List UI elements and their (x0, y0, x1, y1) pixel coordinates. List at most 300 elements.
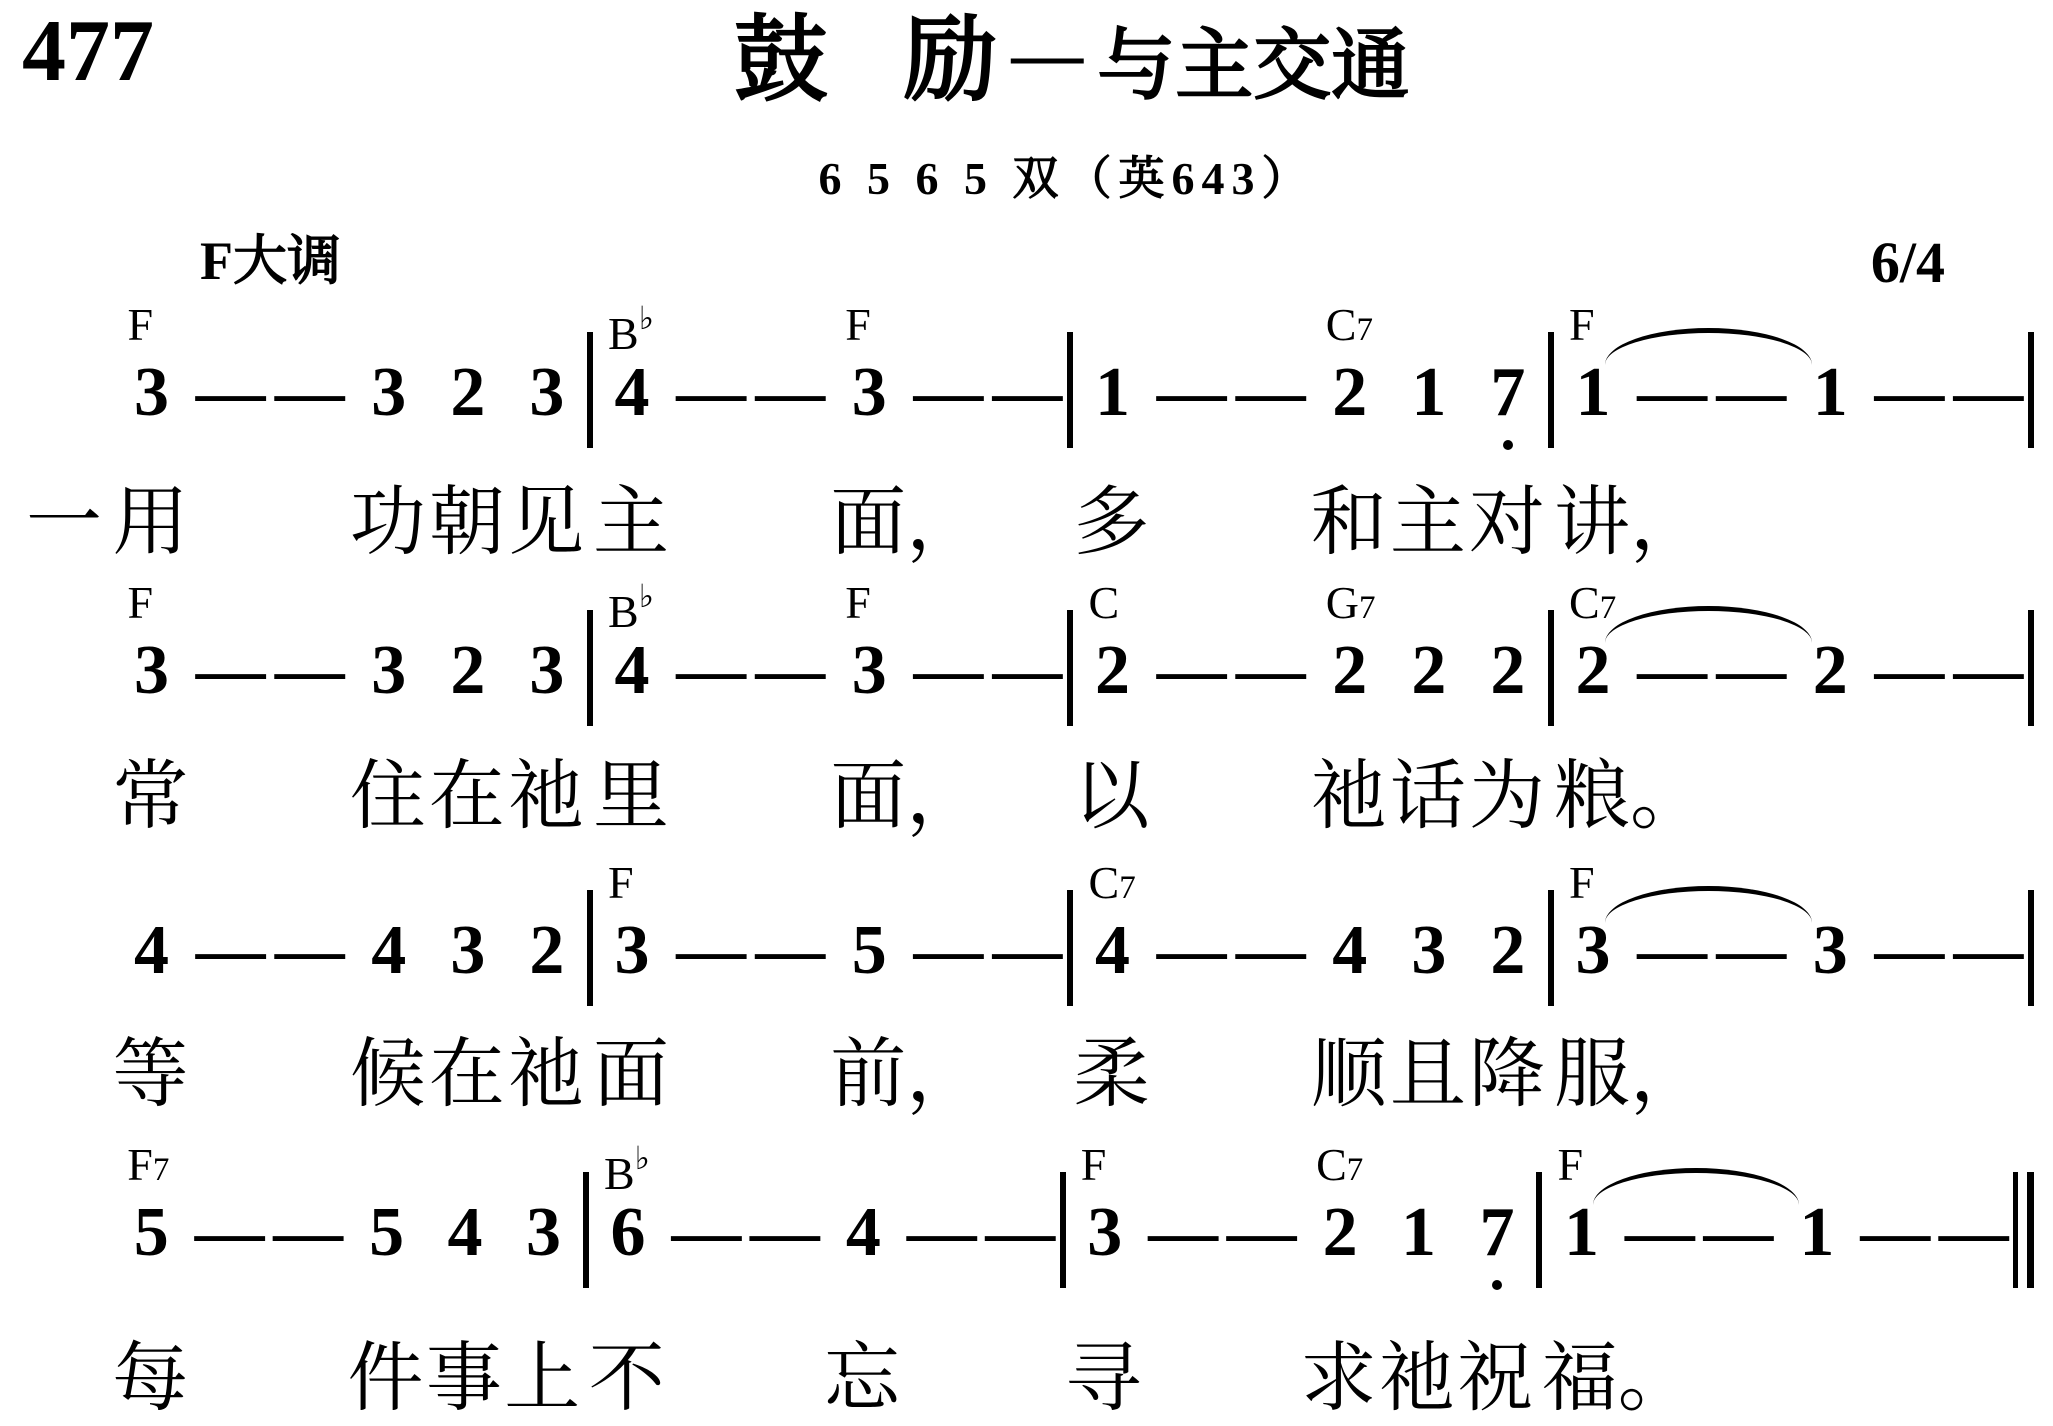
beats (1073, 632, 1548, 709)
measure (1542, 1139, 2013, 1271)
chord-char: C (1569, 577, 1600, 628)
lyric-syllable: 每 (112, 1337, 189, 1421)
chord-char: 7 (1356, 312, 1373, 348)
note-digit: 2 (1322, 1194, 1358, 1271)
dash (909, 912, 988, 989)
note (349, 354, 428, 431)
dash-glyph: — (273, 1194, 344, 1271)
chord-char: F (1569, 299, 1595, 350)
note-digit: 3 (450, 912, 486, 989)
chord-label (1325, 299, 1373, 350)
measure (1554, 577, 2029, 709)
chord-label (845, 299, 871, 350)
lyric-syllable: 讲， (1554, 481, 1707, 565)
note-digit: 2 (1575, 632, 1611, 709)
note (1468, 354, 1547, 431)
beats (1073, 912, 1548, 989)
chord-label (1088, 577, 1120, 628)
dash (270, 912, 349, 989)
chord-char: F (608, 857, 634, 908)
note-digit: 5 (369, 1194, 405, 1271)
dash-glyph: — (676, 912, 747, 989)
verse-number: 一 (26, 481, 102, 565)
chord-label (1080, 1139, 1107, 1190)
beats (1554, 632, 2029, 709)
note (1554, 912, 1633, 989)
dash (191, 632, 270, 709)
dash (751, 912, 830, 989)
dash-glyph: — (1716, 912, 1787, 989)
dash (269, 1194, 347, 1271)
note-digit: 1 (1799, 1194, 1835, 1271)
note-digit: 3 (525, 1194, 561, 1271)
dash-glyph: — (274, 912, 345, 989)
beats (1554, 354, 2029, 431)
lyric-syllable: 祂 (1378, 1337, 1455, 1421)
note-digit: 3 (614, 912, 650, 989)
note (593, 912, 672, 989)
note (593, 632, 672, 709)
dash-glyph: — (1703, 1194, 1774, 1271)
lyric-syllable: 件 (347, 1337, 424, 1421)
measure (593, 577, 1068, 709)
title-subtitle: 与主交通 (1097, 22, 1410, 109)
note (428, 912, 507, 989)
chord-char: 7 (1359, 590, 1376, 626)
lyric-syllable: 等 (112, 1033, 189, 1117)
note (1389, 912, 1468, 989)
dash (1949, 632, 2028, 709)
time-signature: 6/4 (1870, 230, 1945, 295)
note (428, 354, 507, 431)
chord-char: C (1088, 577, 1120, 628)
chord-label (127, 1139, 170, 1190)
note-digit: 3 (1411, 912, 1447, 989)
dash-glyph: — (1156, 354, 1227, 431)
dash-glyph: — (195, 354, 266, 431)
note (504, 1194, 582, 1271)
dash-glyph: — (913, 354, 984, 431)
beats (1073, 354, 1548, 431)
dash (1870, 912, 1949, 989)
note (1379, 1194, 1457, 1271)
chord-label (845, 577, 871, 628)
chord-label (608, 857, 634, 908)
note (1310, 632, 1389, 709)
chord-char: B (608, 308, 639, 359)
lyric-syllable: 对 (1468, 481, 1545, 565)
note-digit: 4 (614, 632, 650, 709)
dash (746, 1194, 824, 1271)
dash (751, 354, 830, 431)
lyric-syllable: 降 (1468, 1033, 1545, 1117)
chord-char: B (603, 1148, 635, 1199)
flat-icon: ♭ (638, 300, 654, 336)
dash-glyph: — (274, 632, 345, 709)
note (1073, 632, 1152, 709)
lyric-syllable: 忘 (823, 1337, 900, 1421)
note (589, 1194, 667, 1271)
dash-glyph: — (1874, 354, 1945, 431)
dash-glyph: — (913, 632, 984, 709)
note (1542, 1194, 1620, 1271)
dash-glyph: — (1637, 354, 1708, 431)
chord-label (1557, 1139, 1584, 1190)
beats (1542, 1194, 2013, 1271)
beats (112, 1194, 583, 1271)
note (1554, 354, 1633, 431)
dash (672, 354, 751, 431)
dash-glyph: — (1953, 912, 2024, 989)
note-digit: 3 (851, 354, 887, 431)
end-barline (2028, 890, 2034, 1006)
dash (1949, 354, 2028, 431)
dash-glyph: — (1716, 354, 1787, 431)
lyric-syllable: 柔 (1073, 1033, 1150, 1117)
note-digit: 1 (1095, 354, 1131, 431)
dash (909, 632, 988, 709)
lyric-syllable: 事 (425, 1337, 502, 1421)
lyric-syllable: 朝 (428, 481, 505, 565)
note (1458, 1194, 1536, 1271)
note (1310, 354, 1389, 431)
note-digit: 1 (1812, 354, 1848, 431)
measure (1073, 857, 1548, 989)
dash (191, 354, 270, 431)
note (349, 912, 428, 989)
note (824, 1194, 902, 1271)
dash-glyph: — (1637, 912, 1708, 989)
music-line-2 (112, 577, 2034, 709)
dash-glyph: — (755, 632, 826, 709)
measure (112, 1139, 583, 1271)
chord-char: F (127, 577, 154, 628)
dash (1935, 1194, 2013, 1271)
dash-glyph: — (1953, 354, 2024, 431)
dash (988, 354, 1067, 431)
dash (1231, 912, 1310, 989)
hymn-number: 477 (22, 3, 154, 100)
dash (1712, 354, 1791, 431)
lyric-syllable: 为 (1468, 755, 1545, 839)
dash-glyph: — (755, 354, 826, 431)
chord-char: F (1557, 1139, 1584, 1190)
note-digit: 4 (447, 1194, 483, 1271)
lyric-line-1 (0, 480, 2053, 576)
dash (191, 912, 270, 989)
chord-label (1316, 1139, 1364, 1190)
beats (593, 354, 1068, 431)
beats (593, 912, 1068, 989)
note (507, 632, 586, 709)
note-digit: 2 (1411, 632, 1447, 709)
note-digit: 3 (371, 354, 407, 431)
note-digit: 7 (1490, 358, 1525, 428)
note (112, 1194, 190, 1271)
note-digit: 2 (1490, 912, 1526, 989)
dash-glyph: — (195, 912, 266, 989)
lyric-syllable: 主 (593, 481, 670, 565)
beats (1554, 912, 2029, 989)
note (426, 1194, 504, 1271)
lyric-syllable: 上 (504, 1337, 581, 1421)
lyric-syllable: 主 (1389, 481, 1466, 565)
measure (1073, 577, 1548, 709)
dash-glyph: — (1156, 632, 1227, 709)
dash (751, 632, 830, 709)
final-double-barline (2013, 1140, 2034, 1288)
dash-glyph: — (1874, 632, 1945, 709)
chord-label (608, 302, 654, 357)
dash (672, 632, 751, 709)
dash-glyph: — (985, 1194, 1056, 1271)
chord-label (1569, 299, 1595, 350)
page-title (45, 9, 2053, 113)
note (1310, 912, 1389, 989)
note-digit: 3 (134, 354, 170, 431)
dash-glyph: — (749, 1194, 820, 1271)
note-digit: 2 (1332, 632, 1368, 709)
dash (909, 354, 988, 431)
lyric-syllable: 见 (507, 481, 584, 565)
chord-char: 7 (1346, 1152, 1364, 1188)
dash-glyph: — (1235, 912, 1306, 989)
dash-glyph: — (1156, 912, 1227, 989)
dash (1633, 354, 1712, 431)
dash-glyph: — (195, 632, 266, 709)
measure (112, 577, 587, 709)
dash (1621, 1194, 1699, 1271)
note-digit: 1 (1563, 1194, 1599, 1271)
measure (593, 299, 1068, 431)
note-digit: 4 (1095, 912, 1131, 989)
flat-icon: ♭ (638, 578, 654, 614)
dash-glyph: — (1953, 632, 2024, 709)
lyric-syllable: 祝 (1457, 1337, 1534, 1421)
measure (1073, 299, 1548, 431)
measure (1554, 299, 2029, 431)
beats (589, 1194, 1060, 1271)
note-digit: 3 (529, 632, 565, 709)
flat-icon: ♭ (634, 1140, 650, 1176)
dash (981, 1194, 1059, 1271)
note-digit: 1 (1575, 354, 1611, 431)
meter-line: 6 5 6 5 双（英643） (818, 153, 1315, 204)
measure (1066, 1139, 1537, 1271)
chord-label (127, 577, 154, 628)
dash (1231, 632, 1310, 709)
lyric-syllable: 在 (428, 755, 505, 839)
lyric-syllable: 粮。 (1554, 755, 1707, 839)
lyric-syllable: 住 (349, 755, 426, 839)
note (830, 912, 909, 989)
note-digit: 3 (134, 632, 170, 709)
dash (1856, 1194, 1934, 1271)
chord-char: 7 (1119, 870, 1136, 906)
chord-char: 7 (152, 1152, 170, 1188)
lyric-line-3 (0, 1032, 2053, 1128)
lyric-syllable: 常 (112, 755, 189, 839)
dash (903, 1194, 981, 1271)
chord-char: C (1316, 1139, 1347, 1190)
note (507, 912, 586, 989)
note-digit: 7 (1479, 1198, 1514, 1268)
chord-char: F (1569, 857, 1595, 908)
note (349, 632, 428, 709)
music-line-4 (112, 1139, 2034, 1271)
chord-char: C (1325, 299, 1357, 350)
lyric-syllable: 在 (428, 1033, 505, 1117)
lyric-syllable: 以 (1073, 755, 1150, 839)
chord-label (1088, 857, 1136, 908)
dash (1152, 354, 1231, 431)
note-digit: 4 (1332, 912, 1368, 989)
note (1778, 1194, 1856, 1271)
lyric-syllable: 不 (588, 1337, 665, 1421)
dash-glyph: — (1235, 632, 1306, 709)
note-digit: 5 (851, 912, 887, 989)
lyric-syllable: 候 (349, 1033, 426, 1117)
dash-glyph: — (906, 1194, 977, 1271)
end-barline (2028, 610, 2034, 726)
lyric-syllable: 和 (1310, 481, 1387, 565)
dash (1633, 632, 1712, 709)
dash-glyph: — (913, 912, 984, 989)
note (1468, 912, 1547, 989)
beats (112, 354, 587, 431)
lyric-syllable: 祂 (1310, 755, 1387, 839)
lyric-syllable: 寻 (1065, 1337, 1142, 1421)
dash-glyph: — (274, 354, 345, 431)
lyric-syllable: 面 (593, 1033, 670, 1117)
chord-char: F (1080, 1139, 1107, 1190)
lyric-line-4 (0, 1336, 2053, 1426)
title-dash: — (1011, 14, 1084, 94)
beats (593, 632, 1068, 709)
note-digit: 3 (1812, 912, 1848, 989)
measure (112, 299, 587, 431)
chord-char: C (1088, 857, 1120, 908)
chord-char: F (127, 299, 154, 350)
note-digit: 4 (134, 912, 170, 989)
dash (1633, 912, 1712, 989)
low-octave-dot (1492, 1280, 1502, 1290)
barline (2027, 1172, 2034, 1288)
note (1301, 1194, 1379, 1271)
dash-glyph: — (992, 632, 1063, 709)
measure (112, 858, 587, 989)
chord-label (127, 299, 154, 350)
note-digit: 4 (371, 912, 407, 989)
note-digit: 2 (1332, 354, 1368, 431)
lyric-syllable: 面， (830, 481, 983, 565)
note (507, 354, 586, 431)
note (1791, 912, 1870, 989)
dash-glyph: — (992, 354, 1063, 431)
note-digit: 2 (450, 354, 486, 431)
dash (270, 354, 349, 431)
beats (112, 912, 587, 989)
lyric-syllable: 服， (1554, 1033, 1707, 1117)
dash-glyph: — (1226, 1194, 1297, 1271)
dash (667, 1194, 745, 1271)
chord-label (1325, 577, 1376, 628)
chord-char: F (845, 577, 871, 628)
note-digit: 1 (1411, 354, 1447, 431)
dash (672, 912, 751, 989)
chord-label (1569, 577, 1617, 628)
chord-label (1569, 857, 1595, 908)
note-digit: 4 (845, 1194, 881, 1271)
lyric-syllable: 面， (830, 755, 983, 839)
lyric-syllable: 祂 (507, 1033, 584, 1117)
dash (988, 912, 1067, 989)
note (1389, 632, 1468, 709)
dash-glyph: — (1235, 354, 1306, 431)
title-main: 鼓 励 (733, 9, 998, 113)
chord-char: 7 (1599, 590, 1617, 626)
lyric-line-2 (0, 754, 2053, 850)
barline (2013, 1172, 2018, 1288)
measure (593, 857, 1068, 989)
lyric-syllable: 功 (349, 481, 426, 565)
low-octave-dot (1503, 440, 1513, 450)
end-barline (2028, 332, 2034, 448)
note (593, 354, 672, 431)
note (1389, 354, 1468, 431)
dash (1870, 632, 1949, 709)
music-line-1 (112, 299, 2034, 431)
chord-label (604, 1142, 650, 1197)
key-signature: F大调 (200, 231, 341, 291)
note-digit: 3 (851, 632, 887, 709)
dash-glyph: — (1637, 632, 1708, 709)
lyric-syllable: 前， (830, 1033, 983, 1117)
dash-glyph: — (676, 632, 747, 709)
note (347, 1194, 425, 1271)
lyric-syllable: 求 (1300, 1337, 1377, 1421)
dash (1152, 632, 1231, 709)
beats (1066, 1194, 1537, 1271)
lyric-syllable: 福。 (1541, 1337, 1694, 1421)
dash-glyph: — (992, 912, 1063, 989)
note-digit: 1 (1401, 1194, 1437, 1271)
note (1073, 912, 1152, 989)
chord-char: F (127, 1139, 153, 1190)
chord-char: F (845, 299, 871, 350)
dash-glyph: — (194, 1194, 265, 1271)
lyric-syllable: 用 (112, 481, 189, 565)
note (112, 912, 191, 989)
note-digit: 3 (371, 632, 407, 709)
note (830, 354, 909, 431)
dash-glyph: — (755, 912, 826, 989)
measure (589, 1140, 1060, 1271)
note (112, 632, 191, 709)
dash (1699, 1194, 1777, 1271)
lyric-syllable: 祂 (507, 755, 584, 839)
dash (1712, 912, 1791, 989)
note (1468, 632, 1547, 709)
music-line-3 (112, 857, 2034, 989)
note (1791, 632, 1870, 709)
dash (1222, 1194, 1300, 1271)
dash (1152, 912, 1231, 989)
note (1066, 1194, 1144, 1271)
note-digit: 2 (1812, 632, 1848, 709)
chord-char: B (608, 586, 639, 637)
note (112, 354, 191, 431)
